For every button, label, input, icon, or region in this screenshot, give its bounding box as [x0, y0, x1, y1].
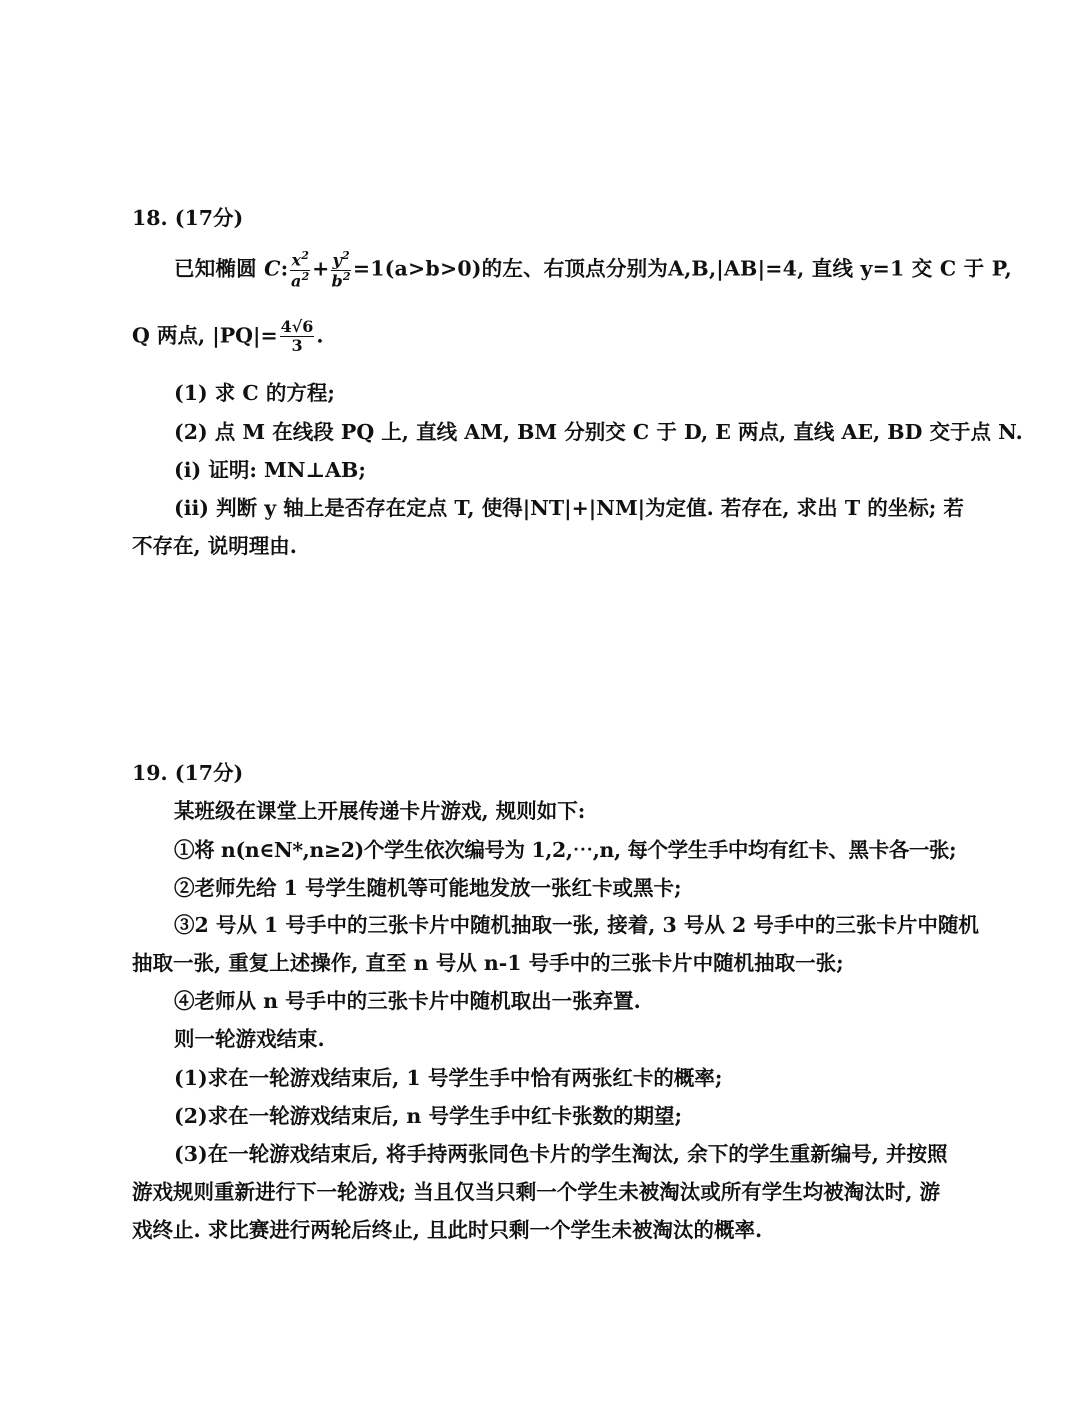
fraction-x2-denominator: $a^2$: [291, 269, 310, 291]
q19-end: 则一轮游戏结束.: [174, 1027, 325, 1051]
q19-part2: (2)求在一轮游戏结束后, n 号学生手中红卡张数的期望;: [174, 1104, 683, 1128]
q18-stem-line1: [174, 250, 1012, 290]
fraction-y2-denominator: $b^2$: [331, 269, 351, 291]
q18-stem-rest: =1(a>b>0)的左、右顶点分别为A,B,|AB|=4, 直线 y=1 交 C 于 P,: [352, 256, 1013, 281]
fraction-pq-numerator: 4√6: [280, 317, 314, 336]
q18-stem-period: .: [316, 323, 324, 348]
q19-part1: (1)求在一轮游戏结束后, 1 号学生手中恰有两张红卡的概率;: [174, 1066, 723, 1090]
q19-part3: (3)在一轮游戏结束后, 将手持两张同色卡片的学生淘汰, 余下的学生重新编号, 并按照: [174, 1142, 948, 1166]
q18-part1: (1) 求 C 的方程;: [174, 381, 335, 405]
q19-header: 19. (17分): [132, 761, 244, 785]
q18-part2-i: (i) 证明: MN⊥AB;: [174, 458, 366, 482]
q19-rule1: ①将 n(n∈N*,n≥2)个学生依次编号为 1,2,⋯,n, 每个学生手中均有红卡、黑卡各一张;: [174, 838, 957, 862]
fraction-x2-a2: [290, 250, 310, 290]
q19-rule2: ②老师先给 1 号学生随机等可能地发放一张红卡或黑卡;: [174, 876, 682, 900]
q19-part3-cont2: 戏终止. 求比赛进行两轮后终止, 且此时只剩一个学生未被淘汰的概率.: [132, 1218, 763, 1242]
q19-part3-cont1: 游戏规则重新进行下一轮游戏; 当且仅当只剩一个学生未被淘汰或所有学生均被淘汰时, 游: [132, 1180, 940, 1204]
q18-part2: (2) 点 M 在线段 PQ 上, 直线 AM, BM 分别交 C 于 D, E 两点, 直线 AE, BD 交于点 N.: [174, 420, 1023, 444]
fraction-x2-numerator: $x^2$: [291, 249, 310, 270]
q18-part2-ii-cont: 不存在, 说明理由.: [132, 534, 297, 558]
q18-part2-ii: (ii) 判断 y 轴上是否存在定点 T, 使得|NT|+|NM|为定值. 若存在, 求出 T 的坐标; 若: [174, 496, 964, 520]
q18-stem-pq: Q 两点, |PQ|=: [132, 323, 278, 348]
q18-stem-line2: [132, 318, 324, 356]
plus-sign: +: [312, 256, 330, 281]
q18-header: 18. (17分): [132, 206, 244, 230]
fraction-y2-b2: [331, 250, 350, 290]
fraction-y2-numerator: $y^2$: [332, 249, 350, 270]
q19-rule3-cont: 抽取一张, 重复上述操作, 直至 n 号从 n-1 号手中的三张卡片中随机抽取一张;: [132, 951, 844, 975]
fraction-pq-length: [280, 318, 315, 356]
q19-intro: 某班级在课堂上开展传递卡片游戏, 规则如下:: [174, 799, 586, 823]
ellipse-colon: :: [280, 256, 289, 281]
ellipse-symbol-c: C: [264, 256, 281, 281]
q19-rule3: ③2 号从 1 号手中的三张卡片中随机抽取一张, 接着, 3 号从 2 号手中的三张卡片中随机: [174, 913, 979, 937]
fraction-pq-denominator: 3: [291, 336, 303, 356]
q18-stem-prefix: 已知椭圆: [174, 256, 265, 281]
q19-rule4: ④老师从 n 号手中的三张卡片中随机取出一张弃置.: [174, 989, 641, 1013]
